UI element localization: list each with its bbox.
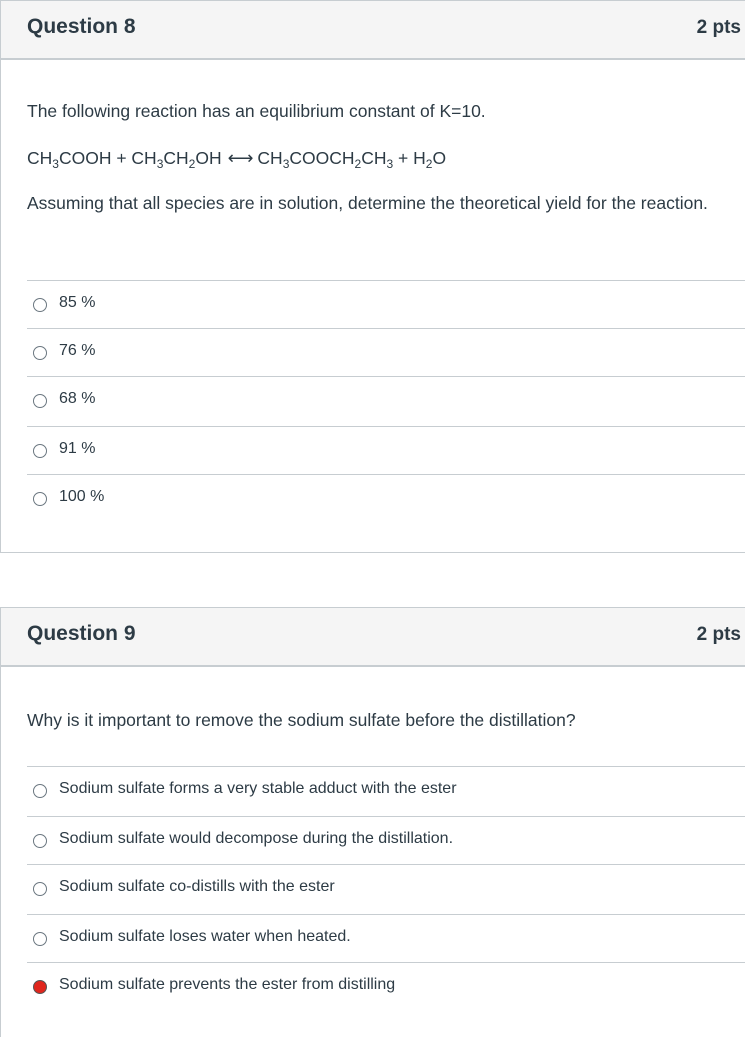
- radio-button[interactable]: [33, 492, 47, 506]
- answer-option[interactable]: [27, 328, 745, 376]
- answer-label[interactable]: 85 %: [59, 294, 96, 311]
- answer-label[interactable]: 100 %: [59, 488, 105, 505]
- question-prompt: The following reaction has an equilibrium constant of K=10.: [27, 101, 486, 121]
- radio-button[interactable]: [33, 346, 47, 360]
- radio-button[interactable]: [33, 784, 47, 798]
- radio-button[interactable]: [33, 444, 47, 458]
- answer-label[interactable]: Sodium sulfate co-distills with the ester: [59, 878, 335, 895]
- answer-label[interactable]: Sodium sulfate would decompose during the distillation.: [59, 830, 454, 847]
- answer-option[interactable]: [27, 962, 745, 1010]
- radio-button[interactable]: [33, 932, 47, 946]
- question-points: 2 pts: [696, 17, 741, 38]
- answer-label[interactable]: Sodium sulfate forms a very stable adduct with the ester: [59, 780, 457, 797]
- radio-button-selected[interactable]: [33, 980, 47, 994]
- answer-option[interactable]: [27, 280, 745, 328]
- answer-label[interactable]: Sodium sulfate loses water when heated.: [59, 928, 351, 945]
- answer-list: [27, 280, 745, 522]
- answer-label[interactable]: Sodium sulfate prevents the ester from distilling: [59, 976, 396, 993]
- answer-label[interactable]: 91 %: [59, 440, 96, 457]
- answer-option[interactable]: [27, 864, 745, 914]
- answer-list: [27, 766, 745, 1010]
- answer-option[interactable]: [27, 766, 745, 816]
- answer-option[interactable]: [27, 376, 745, 426]
- question-9: [0, 607, 745, 1037]
- question-title: Question 9: [27, 622, 136, 645]
- answer-label[interactable]: 76 %: [59, 342, 96, 359]
- question-header: [1, 1, 745, 60]
- question-title: Question 8: [27, 15, 136, 38]
- answer-option[interactable]: [27, 816, 745, 864]
- radio-button[interactable]: [33, 394, 47, 408]
- radio-button[interactable]: [33, 882, 47, 896]
- question-text: Assuming that all species are in solution, determine the theoretical yield for the reaction.: [27, 193, 708, 213]
- radio-button[interactable]: [33, 834, 47, 848]
- question-text: Why is it important to remove the sodium sulfate before the distillation?: [27, 710, 576, 730]
- answer-option[interactable]: [27, 474, 745, 522]
- chemical-equation: $CH_3COOH + CH_3CH_2OH$ ⟷ $CH_3COOCH_2CH_3 + H_2O$: [27, 143, 737, 173]
- radio-button[interactable]: [33, 298, 47, 312]
- answer-option[interactable]: [27, 914, 745, 962]
- equilibrium-arrow-icon: ⟷: [227, 148, 254, 168]
- question-header: [1, 608, 745, 667]
- answer-option[interactable]: [27, 426, 745, 474]
- answer-label[interactable]: 68 %: [59, 390, 96, 407]
- question-points: 2 pts: [696, 624, 741, 645]
